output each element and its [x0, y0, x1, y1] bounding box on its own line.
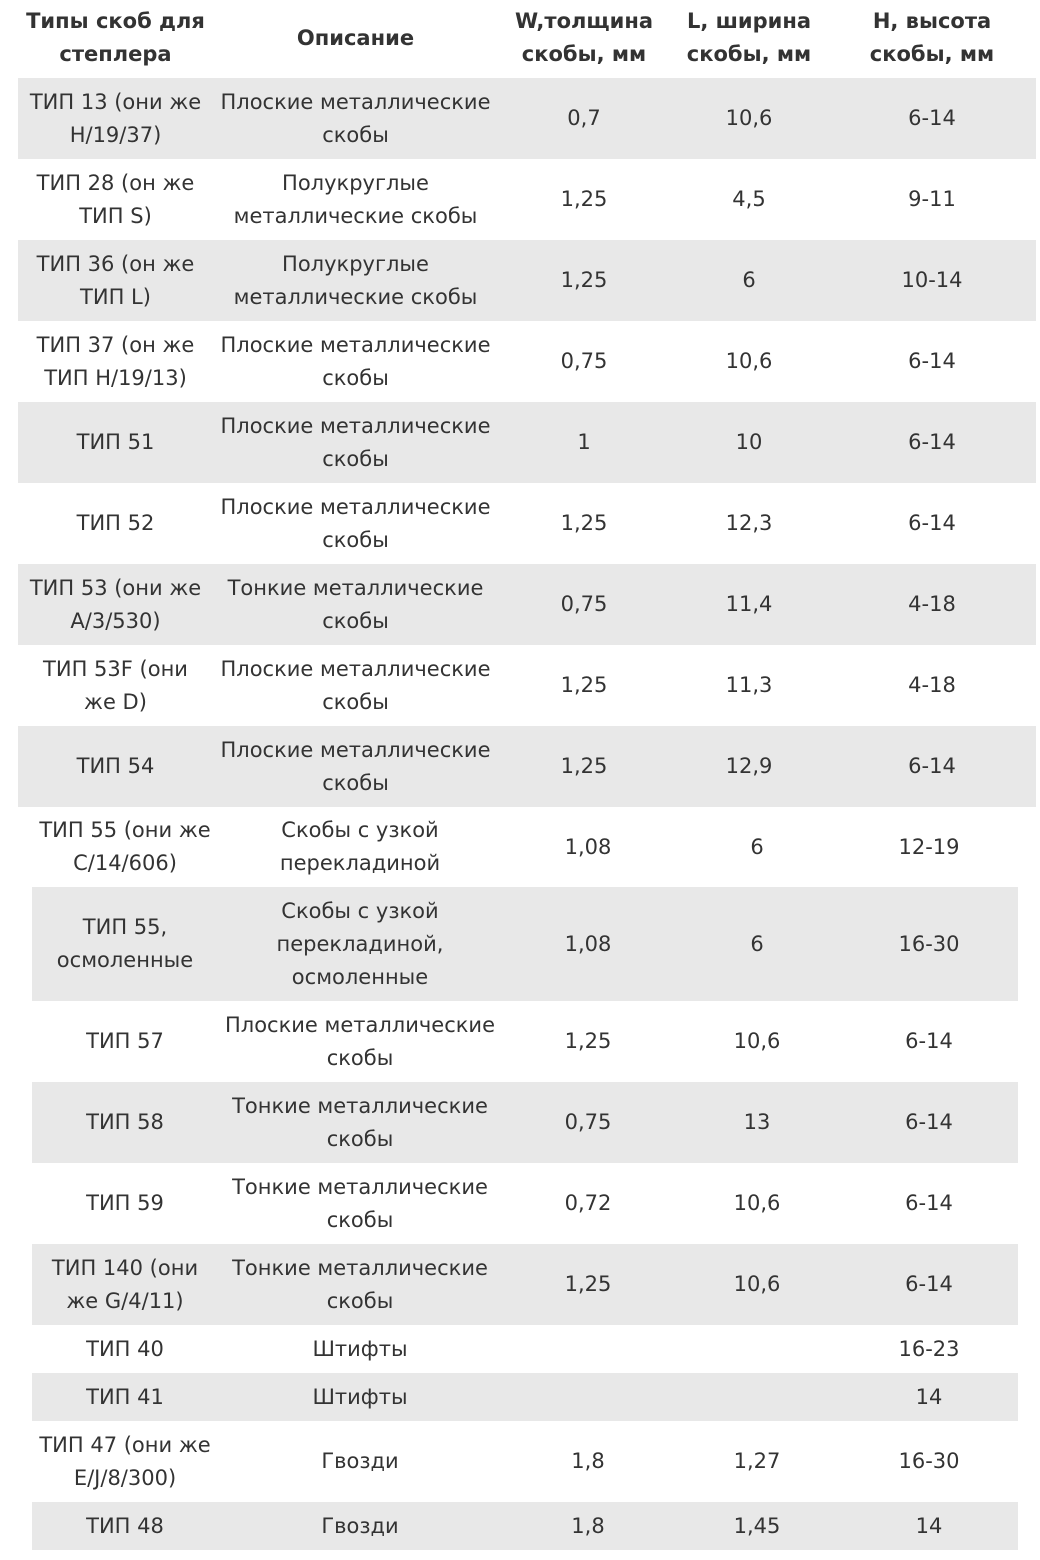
cell-width: 10,6: [725, 349, 773, 373]
cell-description: Тонкие металлические скобы: [232, 1174, 488, 1232]
cell-description: Плоские металлические скобы: [220, 332, 491, 390]
cell-height: 6-14: [908, 430, 956, 454]
table-row: [18, 726, 1036, 807]
header-thickness: W,толщина скобы, мм: [514, 9, 654, 66]
cell-thickness: 1,08: [564, 834, 612, 859]
cell-description: Плоские металлические скобы: [220, 413, 491, 471]
cell-thickness: 1,25: [564, 1029, 612, 1053]
cell-width: 10,6: [733, 1272, 781, 1296]
cell-thickness: 0,75: [564, 1110, 612, 1134]
table-row: [18, 402, 1036, 483]
cell-thickness: 1,25: [560, 754, 608, 778]
table-row: [32, 1373, 1018, 1421]
cell-type: ТИП 55 (они же C/14/606): [39, 818, 211, 875]
cell-height: 6-14: [908, 511, 956, 535]
cell-height: 10-14: [901, 268, 963, 292]
cell-thickness: 1,25: [560, 511, 608, 535]
cell-height: 6-14: [908, 754, 956, 778]
cell-height: 6-14: [905, 1272, 953, 1296]
cell-height: 14: [915, 1384, 943, 1409]
cell-thickness: 1: [577, 430, 591, 454]
cell-width: 6: [750, 834, 764, 859]
cell-description: Скобы с узкой перекладиной, осмоленные: [276, 898, 444, 989]
cell-thickness: 0,7: [567, 106, 601, 130]
cell-height: 12-19: [898, 834, 960, 859]
cell-type: ТИП 28 (он же ТИП S): [36, 170, 195, 228]
cell-thickness: 1,08: [564, 931, 612, 956]
cell-type: ТИП 58: [86, 1110, 164, 1134]
table-row: [18, 564, 1036, 645]
cell-height: 6-14: [905, 1110, 953, 1134]
cell-thickness: 1,25: [560, 268, 608, 292]
cell-width: 13: [743, 1110, 771, 1134]
cell-type: ТИП 36 (он же ТИП L): [36, 251, 195, 309]
cell-width: 6: [742, 268, 756, 292]
cell-description: Плоские металлические скобы: [220, 656, 491, 714]
cell-height: 16-23: [898, 1336, 960, 1361]
cell-type: ТИП 41: [86, 1384, 164, 1409]
cell-height: 6-14: [905, 1029, 953, 1053]
cell-thickness: 0,72: [564, 1191, 612, 1215]
cell-thickness: 1,25: [560, 673, 608, 697]
table-row: [32, 1325, 1018, 1373]
cell-description: Полукруглые металлические скобы: [233, 251, 478, 309]
cell-description: Гвозди: [321, 1513, 399, 1538]
cell-height: 16-30: [898, 931, 960, 956]
cell-width: [674, 1373, 840, 1421]
cell-height: 4-18: [908, 592, 956, 616]
cell-type: ТИП 40: [86, 1336, 164, 1361]
cell-type: ТИП 51: [76, 430, 155, 454]
cell-width: 1,45: [733, 1513, 781, 1538]
cell-type: ТИП 37 (он же ТИП H/19/13): [36, 332, 195, 390]
cell-description: Тонкие металлические скобы: [232, 1093, 488, 1151]
cell-description: Плоские металлические скобы: [220, 494, 491, 552]
cell-height: 4-18: [908, 673, 956, 697]
cell-width: 6: [750, 931, 764, 956]
cell-height: 9-11: [908, 187, 956, 211]
cell-type: ТИП 55, осмоленные: [56, 915, 194, 972]
cell-thickness: 1,25: [564, 1272, 612, 1296]
header-type: Типы скоб для степлера: [26, 9, 205, 66]
table-row: [18, 645, 1036, 726]
table-row: [18, 321, 1036, 402]
cell-width: 11,3: [725, 673, 773, 697]
cell-description: Плоские металлические скобы: [220, 737, 491, 795]
cell-thickness: 0,75: [560, 592, 608, 616]
cell-height: 14: [915, 1513, 943, 1538]
cell-thickness: 0,75: [560, 349, 608, 373]
cell-type: ТИП 53 (они же A/3/530): [29, 575, 202, 633]
table-row: [32, 1163, 1018, 1244]
cell-description: Гвозди: [321, 1449, 399, 1473]
cell-description: Скобы с узкой перекладиной: [279, 818, 441, 875]
cell-thickness: [502, 1373, 674, 1421]
cell-width: [674, 1325, 840, 1373]
cell-width: 4,5: [732, 187, 766, 211]
header-description: Описание: [296, 25, 415, 50]
table-row: [18, 78, 1036, 159]
cell-width: 10,6: [725, 106, 773, 130]
cell-thickness: 1,25: [560, 187, 608, 211]
cell-description: Полукруглые металлические скобы: [233, 170, 478, 228]
table-row: [32, 1082, 1018, 1163]
cell-width: 10: [735, 430, 763, 454]
cell-type: ТИП 13 (они же H/19/37): [29, 89, 202, 147]
table-row: [18, 159, 1036, 240]
cell-width: 12,3: [725, 511, 773, 535]
cell-type: ТИП 48: [86, 1513, 164, 1538]
cell-height: 16-30: [898, 1449, 960, 1473]
cell-description: Плоские металлические скобы: [220, 89, 491, 147]
cell-description: Штифты: [312, 1384, 408, 1409]
cell-description: Штифты: [312, 1336, 408, 1361]
cell-height: 6-14: [908, 349, 956, 373]
header-height: H, высота скобы, мм: [869, 9, 995, 66]
cell-width: 10,6: [733, 1191, 781, 1215]
cell-type: ТИП 53F (они же D): [43, 656, 188, 714]
table-row: [32, 1001, 1018, 1082]
cell-width: 11,4: [725, 592, 773, 616]
cell-thickness: 1,8: [571, 1449, 605, 1473]
table-row: [32, 887, 1018, 1001]
cell-type: ТИП 59: [86, 1191, 164, 1215]
cell-width: 12,9: [725, 754, 773, 778]
cell-type: ТИП 140 (они же G/4/11): [51, 1255, 199, 1313]
table-row: [32, 1244, 1018, 1325]
table-row: [32, 1421, 1018, 1502]
cell-type: ТИП 54: [76, 754, 155, 778]
cell-description: Плоские металлические скобы: [224, 1012, 496, 1070]
cell-type: ТИП 52: [76, 511, 155, 535]
header-width: L, ширина скобы, мм: [686, 9, 812, 66]
cell-height: 6-14: [908, 106, 956, 130]
cell-description: Тонкие металлические скобы: [227, 575, 484, 633]
table-row: [18, 483, 1036, 564]
table-row: [18, 240, 1036, 321]
cell-description: Тонкие металлические скобы: [232, 1255, 488, 1313]
cell-width: 10,6: [733, 1029, 781, 1053]
table-header: [18, 0, 1036, 76]
table-row: [32, 1502, 1018, 1550]
cell-type: ТИП 57: [86, 1029, 164, 1053]
table-row: [32, 807, 1018, 887]
cell-thickness: [502, 1325, 674, 1373]
cell-type: ТИП 47 (они же E/J/8/300): [39, 1432, 211, 1490]
cell-thickness: 1,8: [571, 1513, 605, 1538]
cell-height: 6-14: [905, 1191, 953, 1215]
cell-width: 1,27: [733, 1449, 781, 1473]
